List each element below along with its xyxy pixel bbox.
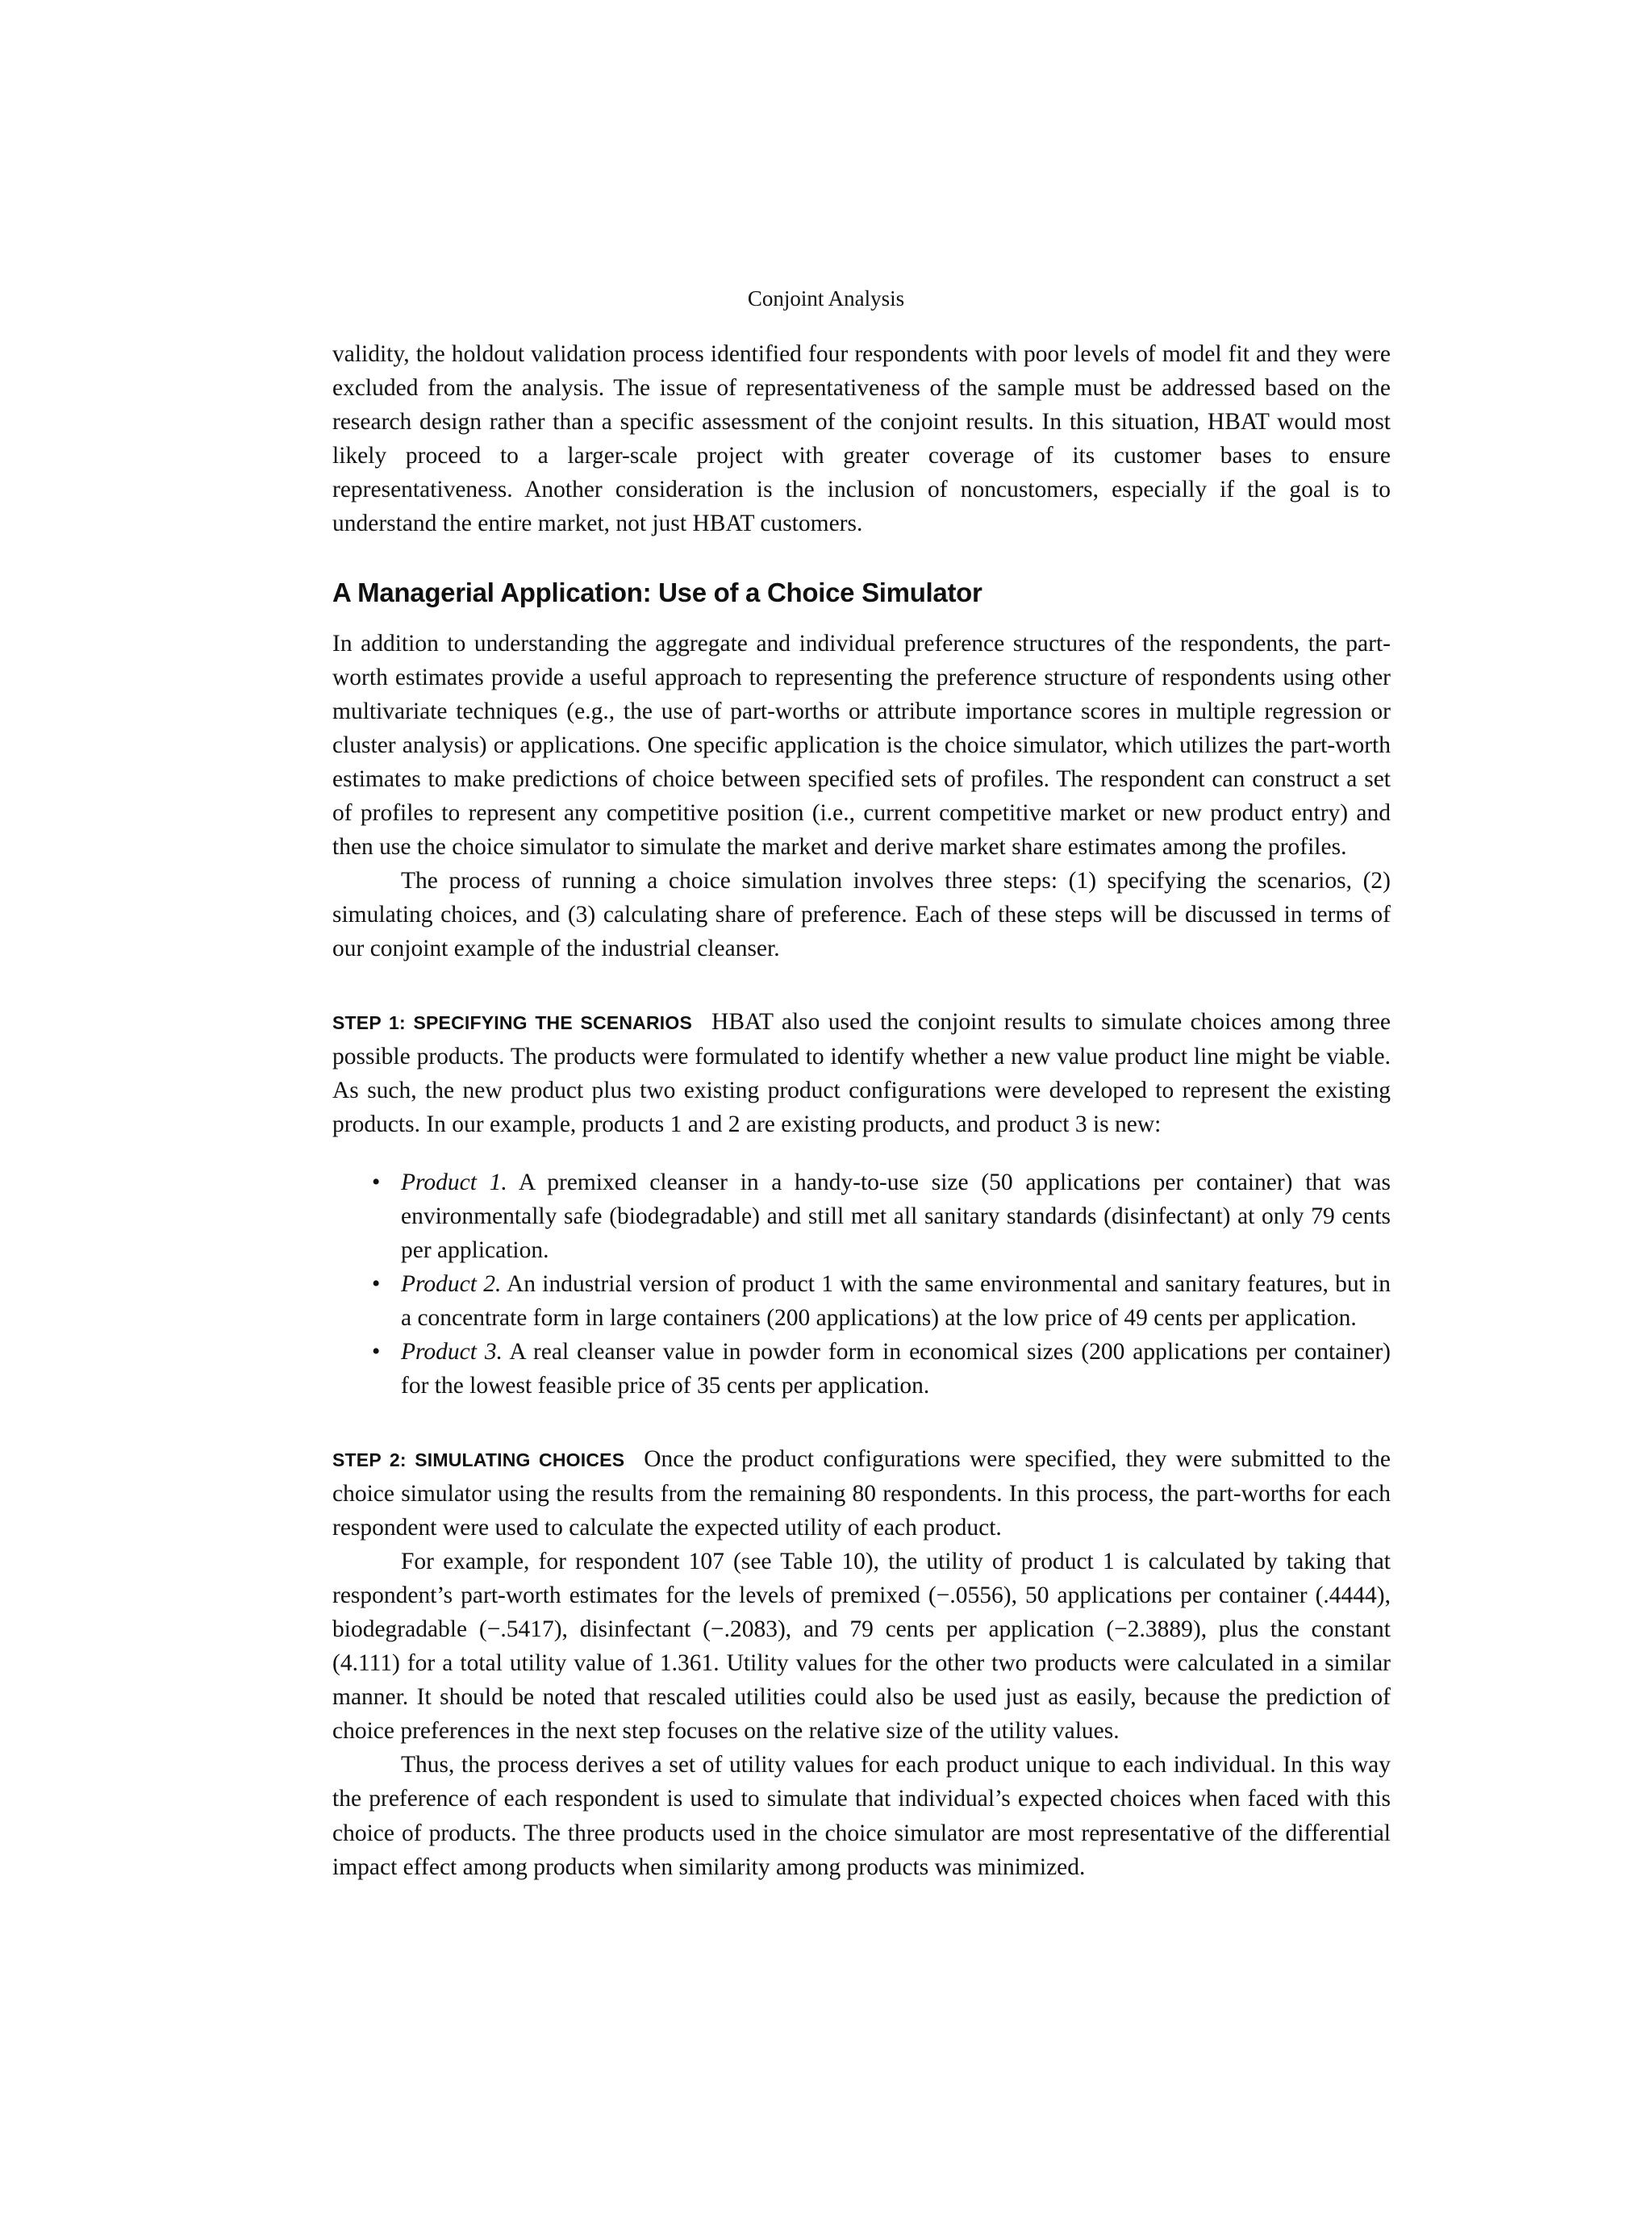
step1-paragraph <box>332 1005 1391 1141</box>
body-text <box>332 337 1391 1884</box>
intro-paragraph: validity, the holdout validation process identified four respondents with poor levels of model fit and they were excluded from the analysis. The issue of representativeness of the sample must be addressed based on the research design rather than a specific assessment of the conjoint results. In this situation, HBAT would most likely proceed to a larger-scale project with greater coverage of its customer bases to ensure representativeness. Another consideration is the inclusion of noncustomers, especially if the goal is to understand the entire market, not just HBAT customers. <box>332 341 1391 537</box>
list-item <box>372 1335 1391 1403</box>
section-paragraph-2: The process of running a choice simulation involves three steps: (1) specifying the scenarios, (2) simulating choices, and (3) calculating share of preference. Each of these steps will be discussed in terms of our conjoint example of the industrial cleanser. <box>332 868 1391 962</box>
product-name: Product 3. <box>401 1339 503 1366</box>
product-list <box>332 1165 1391 1403</box>
product-description: An industrial version of product 1 with the same environmental and sanitary features, but in a concentrate form in large containers (200 applications) at the low price of 49 cents per application. <box>401 1271 1391 1332</box>
section-heading: A Managerial Application: Use of a Choice Simulator <box>332 577 982 607</box>
step2-text: Once the product configurations were specified, they were submitted to the choice simulator using the results from the remaining 80 respondents. In this process, the part-worths for each respondent were used to calculate the expected utility of each product. <box>332 1445 1391 1541</box>
product-name: Product 2. <box>401 1271 502 1298</box>
bullet-icon: • <box>372 1339 381 1366</box>
step2-paragraph <box>332 1442 1391 1545</box>
step2-heading: STEP 2: SIMULATING CHOICES <box>332 1449 625 1470</box>
step2-paragraph-3: Thus, the process derives a set of utility values for each product unique to each individual. In this way the preference of each respondent is used to simulate that individual’s expected choices when faced with this choice of products. The three products used in the choice simulator are most representative of the differential impact effect among products when similarity among products was minimized. <box>332 1752 1391 1880</box>
step2-paragraph-2: For example, for respondent 107 (see Table 10), the utility of product 1 is calculated by taking that respondent’s part-worth estimates for the levels of premixed (−.0556), 50 applications per container (.4444), biodegradable (−.5417), disinfectant (−.2083), and 79 cents per application (−2.3889), plus the constant (4.111) for a total utility value of 1.361. Utility values for the other two products were calculated in a similar manner. It should be noted that rescaled utilities could also be used just as easily, because the prediction of choice preferences in the next step focuses on the relative size of the utility values. <box>332 1548 1391 1745</box>
step1-text: HBAT also used the conjoint results to simulate choices among three possible products. The products were formulated to identify whether a new value product line might be viable. As such, the new product plus two existing product configurations were developed to represent the existing products. In our example, products 1 and 2 are existing products, and product 3 is new: <box>332 1008 1391 1137</box>
list-item <box>372 1165 1391 1267</box>
product-description: A premixed cleanser in a handy-to-use size (50 applications per container) that was environmentally safe (biodegradable) and still met all sanitary standards (disinfectant) at only 79 cents per application. <box>401 1169 1391 1264</box>
step1-heading: STEP 1: SPECIFYING THE SCENARIOS <box>332 1011 693 1033</box>
bullet-icon: • <box>372 1271 381 1298</box>
running-head: Conjoint Analysis <box>747 286 905 311</box>
product-name: Product 1. <box>401 1169 507 1195</box>
list-item <box>372 1267 1391 1335</box>
bullet-icon: • <box>372 1169 381 1195</box>
section-paragraph-1: In addition to understanding the aggregate and individual preference structures of the respondents, the part-worth estimates provide a useful approach to representing the preference structure of respondents using other multivariate techniques (e.g., the use of part-worths or attribute importance scores in multiple regression or cluster analysis) or applications. One specific application is the choice simulator, which utilizes the part-worth estimates to make predictions of choice between specified sets of profiles. The respondent can construct a set of profiles to represent any competitive position (i.e., current competitive market or new product entry) and then use the choice simulator to simulate the market and derive market share estimates among the profiles. <box>332 630 1391 861</box>
product-description: A real cleanser value in powder form in economical sizes (200 applications per container) for the lowest feasible price of 35 cents per application. <box>401 1339 1391 1399</box>
